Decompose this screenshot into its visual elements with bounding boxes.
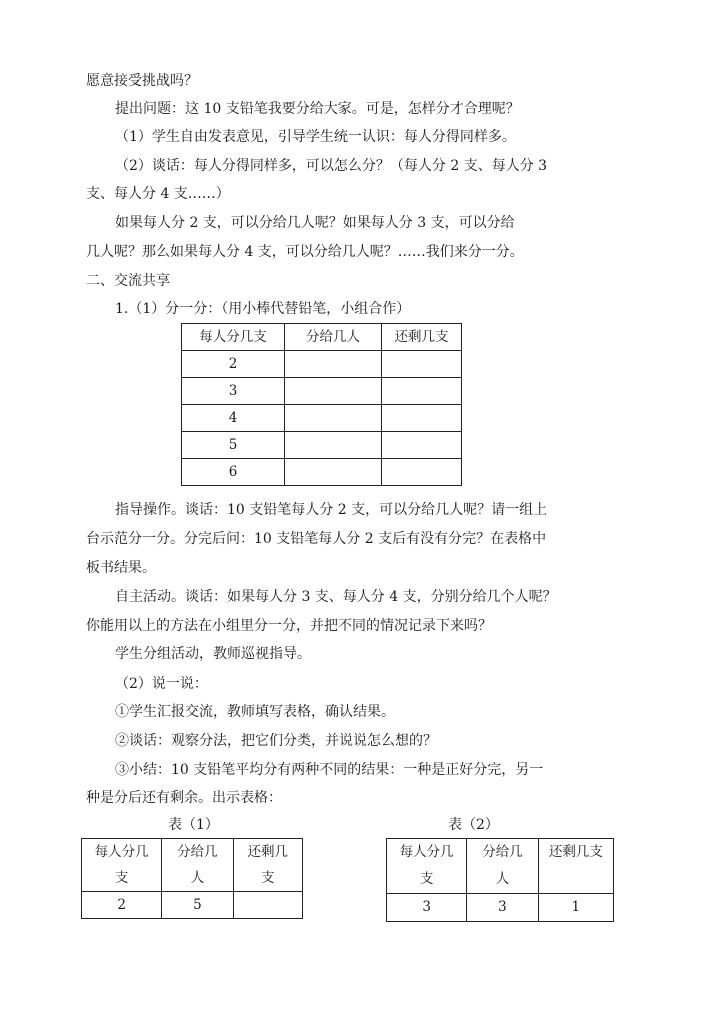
table-cell xyxy=(285,351,382,378)
text-line: ②谈话：观察分法，把它们分类，并说说怎么想的？ xyxy=(115,733,437,749)
table-header-cell: 还剩几支 xyxy=(538,839,613,894)
text-line: （2）说一说： xyxy=(115,676,208,692)
table-cell: 6 xyxy=(182,459,285,486)
section-heading: 二、交流共享 xyxy=(86,273,170,289)
text-line: （1）学生自由发表意见，引导学生统一认识：每人分得同样多。 xyxy=(115,129,516,145)
table-cell xyxy=(382,432,462,459)
table-header-cell xyxy=(162,839,233,892)
header-text: 分给几 xyxy=(482,844,523,860)
table-header-cell xyxy=(467,839,538,894)
table-cell: 5 xyxy=(182,432,285,459)
table-header-cell xyxy=(233,839,302,892)
table-cell: 5 xyxy=(162,892,233,919)
header-text: 支 xyxy=(114,870,129,886)
text-line: 台示范分一分。分完后问：10 支铅笔每人分 2 支后有没有分完？在表格中 xyxy=(86,531,547,547)
table-header-cell: 每人分几支 xyxy=(182,324,285,351)
text-line: （2）谈话：每人分得同样多，可以怎么分？（每人分 2 支、每人分 3 xyxy=(115,158,548,174)
table-header-cell: 还剩几支 xyxy=(382,324,462,351)
header-text: 人 xyxy=(190,870,205,886)
table-cell: 2 xyxy=(182,351,285,378)
table-header-cell xyxy=(82,839,162,892)
main-table xyxy=(181,323,462,486)
table-row xyxy=(82,892,303,919)
table-row xyxy=(182,405,462,432)
table-header-row xyxy=(387,839,614,894)
table-header-cell xyxy=(387,839,467,894)
header-text: 人 xyxy=(495,871,510,887)
table-header-row xyxy=(82,839,303,892)
table-cell xyxy=(285,378,382,405)
table-row xyxy=(182,432,462,459)
table-header-row xyxy=(182,324,462,351)
table-cell xyxy=(285,405,382,432)
text-line: 愿意接受挑战吗？ xyxy=(86,73,198,89)
table-cell: 3 xyxy=(467,894,538,922)
table-header-cell: 分给几人 xyxy=(285,324,382,351)
table-row xyxy=(182,378,462,405)
table-2 xyxy=(386,838,614,922)
text-line: 提出问题：这 10 支铅笔我要分给大家。可是，怎样分才合理呢？ xyxy=(115,101,520,117)
header-text: 支 xyxy=(419,871,434,887)
text-line: 指导操作。谈话：10 支铅笔每人分 2 支，可以分给几人呢？请一组上 xyxy=(115,502,548,518)
table-cell: 2 xyxy=(82,892,162,919)
text-line: 如果每人分 2 支，可以分给几人呢？如果每人分 3 支，可以分给 xyxy=(115,215,515,231)
text-line: 学生分组活动，教师巡视指导。 xyxy=(115,646,311,662)
text-line: 支、每人分 4 支……） xyxy=(86,186,230,202)
table-cell xyxy=(382,351,462,378)
table-cell xyxy=(382,378,462,405)
table-cell xyxy=(382,459,462,486)
text-line: 几人呢？那么如果每人分 4 支，可以分给几人呢？……我们来分一分。 xyxy=(86,244,524,260)
text-line: 自主活动。谈话：如果每人分 3 支、每人分 4 支，分别分给几个人呢？ xyxy=(115,589,557,605)
table-row xyxy=(387,894,614,922)
header-text: 每人分几 xyxy=(94,844,149,860)
table-cell: 3 xyxy=(387,894,467,922)
text-line: 你能用以上的方法在小组里分一分，并把不同的情况记录下来吗？ xyxy=(86,618,492,634)
table-cell: 3 xyxy=(182,378,285,405)
table-cell: 1 xyxy=(538,894,613,922)
header-text: 还剩几 xyxy=(247,844,289,860)
text-line: ③小结：10 支铅笔平均分有两种不同的结果：一种是正好分完，另一 xyxy=(115,762,544,778)
table-cell: 4 xyxy=(182,405,285,432)
header-text: 支 xyxy=(261,870,275,886)
header-text: 每人分几 xyxy=(399,844,454,860)
table-1 xyxy=(81,838,303,919)
table-cell xyxy=(285,432,382,459)
table2-caption: 表（2） xyxy=(448,817,499,833)
text-line: ①学生汇报交流，教师填写表格，确认结果。 xyxy=(115,704,395,720)
table-cell xyxy=(285,459,382,486)
table1-caption: 表（1） xyxy=(168,817,219,833)
header-text: 分给几 xyxy=(177,844,218,860)
table-row xyxy=(182,459,462,486)
table-row xyxy=(182,351,462,378)
table-cell xyxy=(233,892,302,919)
text-line: 种是分后还有剩余。出示表格： xyxy=(86,790,282,806)
table-cell xyxy=(382,405,462,432)
text-line: 板书结果。 xyxy=(86,560,156,576)
text-line: 1.（1）分一分：（用小棒代替铅笔，小组合作） xyxy=(115,301,411,317)
